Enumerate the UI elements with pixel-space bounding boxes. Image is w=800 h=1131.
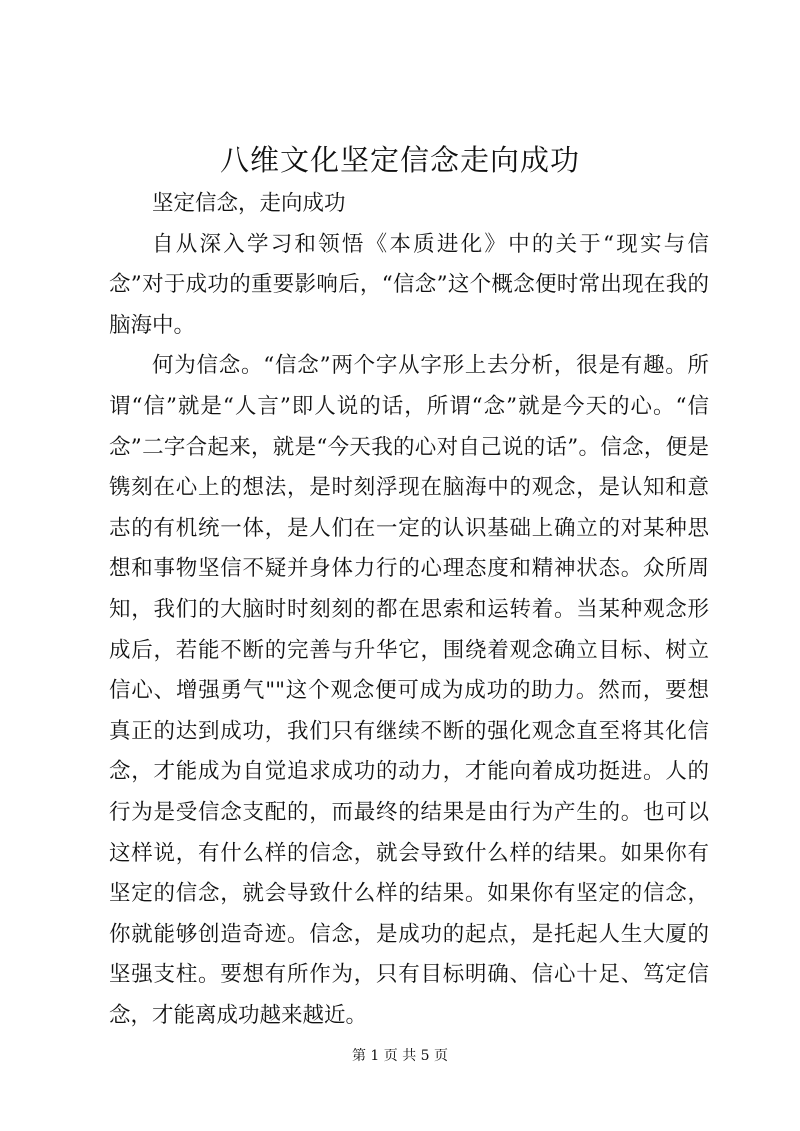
document-title: 八维文化坚定信念走向成功 (219, 143, 580, 177)
intro-paragraph: 自从深入学习和领悟《本质进化》中的关于“现实与信念”对于成功的重要影响后，“信念”这个概念便时常出现在我的脑海中。 (109, 231, 709, 338)
page-number-footer: 第 1 页 共 5 页 (351, 1048, 449, 1064)
main-paragraph: 何为信念。“信念”两个字从字形上去分析，很是有趣。所谓“信”就是“人言”即人说的话，所谓“念”就是今天的心。“信念”二字合起来，就是“今天我的心对自己说的话”。信念，便是镌刻在心上的想法，是时刻浮现在脑海中的观念，是认知和意志的有机统一体，是人们在一定的认识基础上确立的对某种思想和事物坚信不疑并身体力行的心理态度和精神状态。众所周知，我们的大脑时时刻刻的都在思索和运转着。当某种观念形成后，若能不断的完善与升华它，围绕着观念确立目标、树立信心、增强勇气""这个观念便可成为成功的助力。然而，要想真正的达到成功，我们只有继续不断的强化观念直至将其化信念，才能成为自觉追求成功的动力，才能向着成功挺进。人的行为是受信念支配的，而最终的结果是由行为产生的。也可以这样说，有什么样的信念，就会导致什么样的结果。如果你有坚定的信念，就会导致什么样的结果。如果你有坚定的信念，你就能够创造奇迹。信念，是成功的起点，是托起人生大厦的坚强支柱。要想有所作为，只有目标明确、信心十足、笃定信念，才能离成功越来越近。 (109, 353, 709, 1028)
subtitle-paragraph: 坚定信念，走向成功 (152, 191, 346, 216)
document-body (109, 184, 709, 1036)
